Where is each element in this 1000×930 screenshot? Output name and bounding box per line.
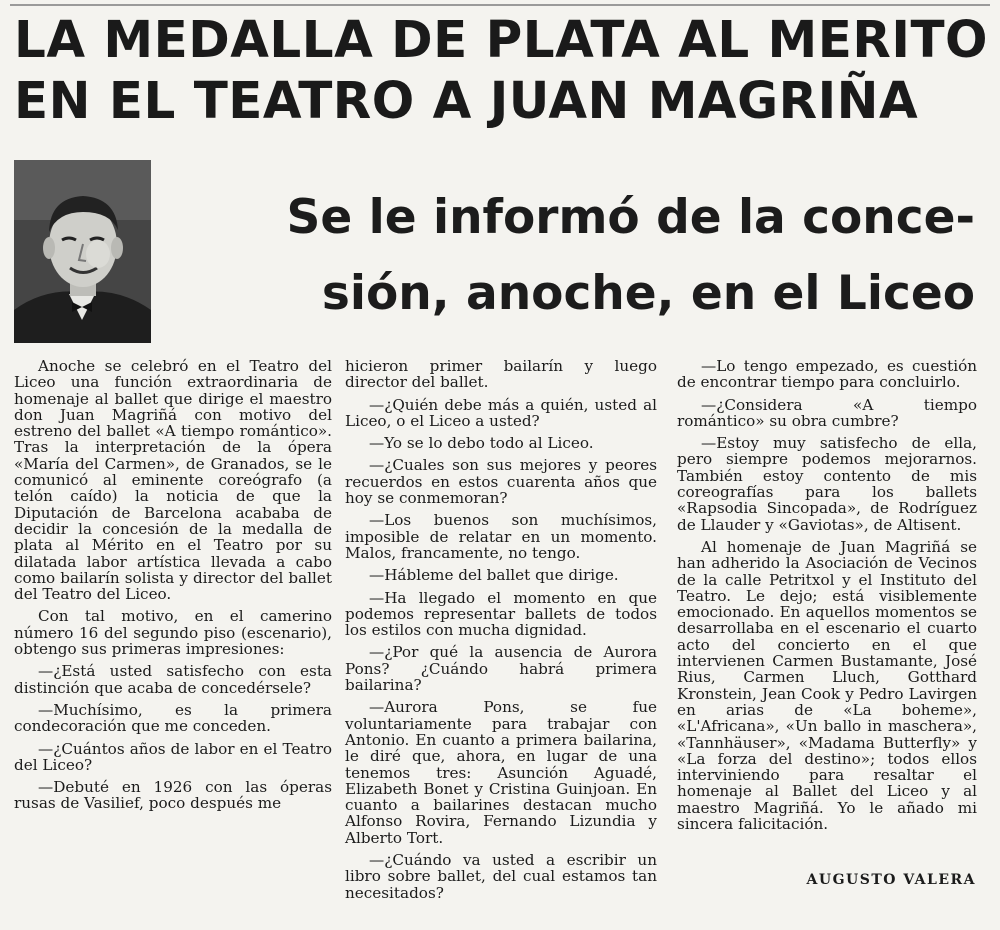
subheadline-line-2: sión, anoche, en el Liceo: [321, 266, 975, 321]
paragraph: —¿Cuales son sus mejores y peores recuerdos en estos cuarenta años que hoy se conmemoran?: [345, 456, 657, 508]
paragraph: —Estoy muy satisfecho de ella, pero siempre podemos mejorarnos. También estoy contento de mis coreografías para los ballets «Rapsodia Sincopada», de Rodríguez de Llauder y «Gaviotas», de Altisent.: [677, 434, 977, 534]
paragraph: —¿Cuántos años de labor en el Teatro del Liceo?: [14, 739, 332, 774]
paragraph: —Hábleme del ballet que dirige.: [369, 566, 619, 585]
paragraph: —Lo tengo empezado, es cuestión de encontrar tiempo para concluirlo.: [677, 357, 977, 392]
paragraph: hicieron primer bailarín y luego director del ballet.: [345, 357, 657, 392]
paragraph: —Debuté en 1926 con las óperas rusas de Vasilief, poco después me: [14, 778, 332, 813]
subheadline: [180, 180, 975, 332]
portrait-photo: [14, 160, 151, 343]
paragraph: —¿Quién debe más a quién, usted al Liceo, o el Liceo a usted?: [345, 395, 657, 430]
subheadline-line-1: Se le informó de la conce-: [286, 190, 975, 245]
top-rule: [10, 4, 990, 6]
paragraph: —¿Está usted satisfecho con esta distinción que acaba de concedérsele?: [14, 662, 332, 697]
paragraph: —Aurora Pons, se fue voluntariamente para trabajar con Antonio. En cuanto a primera bailarina, le diré que, ahora, en lugar de una tenemos tres: Asunción Aguadé, Elizabeth Bonet y Cristina Guinjoan. En cuanto a bailarines destacan mucho Alfonso Rovira, Fernando Lizundia y Alberto Tort.: [345, 698, 657, 847]
headline: [14, 10, 989, 132]
paragraph: —Los buenos son muchísimos, imposible de relatar en un momento. Malos, francamente, no tengo.: [345, 511, 657, 562]
paragraph: Anoche se celebró en el Teatro del Liceo una función extraordinaria de homenaje al ballet que dirige el maestro don Juan Magriñá con motivo del estreno del ballet «A tiempo romántico». Tras la interpretación de la ópera «María del Carmen», de Granados, se le comunicó al eminente coreógrafo (a telón caído) la noticia de que la Diputación de Barcelona acababa de decidir la concesión de la medalla de plata al Mérito en el Teatro por su dilatada labor artística llevada a cabo como bailarín solista y director del ballet del Teatro del Liceo.: [14, 357, 332, 604]
paragraph: —¿Considera «A tiempo romántico» su obra cumbre?: [677, 395, 977, 430]
byline: AUGUSTO VALERA: [806, 872, 976, 888]
article-column-2: [345, 358, 657, 907]
paragraph: —Ha llegado el momento en que podemos representar ballets de todos los estilos con mucha dignidad.: [345, 588, 657, 640]
article-column-1: [14, 358, 332, 818]
paragraph: —Yo se lo debo todo al Liceo.: [369, 434, 594, 453]
headline-line-1: LA MEDALLA DE PLATA AL MERITO: [14, 11, 989, 70]
paragraph: —¿Cuándo va usted a escribir un libro sobre ballet, del cual estamos tan necesitados?: [345, 851, 657, 902]
paragraph: Al homenaje de Juan Magriñá se han adherido la Asociación de Vecinos de la calle Petritxol y el Instituto del Teatro. Le dejo; está visiblemente emocionado. En aquellos momentos se desarrollaba en el escenario el cuarto acto del concierto en el que intervienen Carmen Bustamante, José Rius, Carmen Lluch, Gotthard Kronstein, Jean Cook y Pedro Lavirgen en arias de «La boheme», «L'Africana», «Un ballo in maschera», «Tannhäuser», «Madama Butterfly» y «La forza del destino»; todos ellos interviniendo para resaltar el homenaje al Ballet del Liceo y al maestro Magriñá. Yo le añado mi sincera falicitación.: [677, 537, 977, 834]
paragraph: —Muchísimo, es la primera condecoración que me conceden.: [14, 700, 332, 736]
paragraph: Con tal motivo, en el camerino número 16 del segundo piso (escenario), obtengo sus primeras impresiones:: [14, 607, 332, 659]
paragraph: —¿Por qué la ausencia de Aurora Pons? ¿Cuándo habrá primera bailarina?: [345, 643, 657, 695]
article-column-3: [677, 358, 977, 838]
portrait-icon: [14, 160, 151, 343]
headline-line-2: EN EL TEATRO A JUAN MAGRIÑA: [14, 72, 919, 131]
